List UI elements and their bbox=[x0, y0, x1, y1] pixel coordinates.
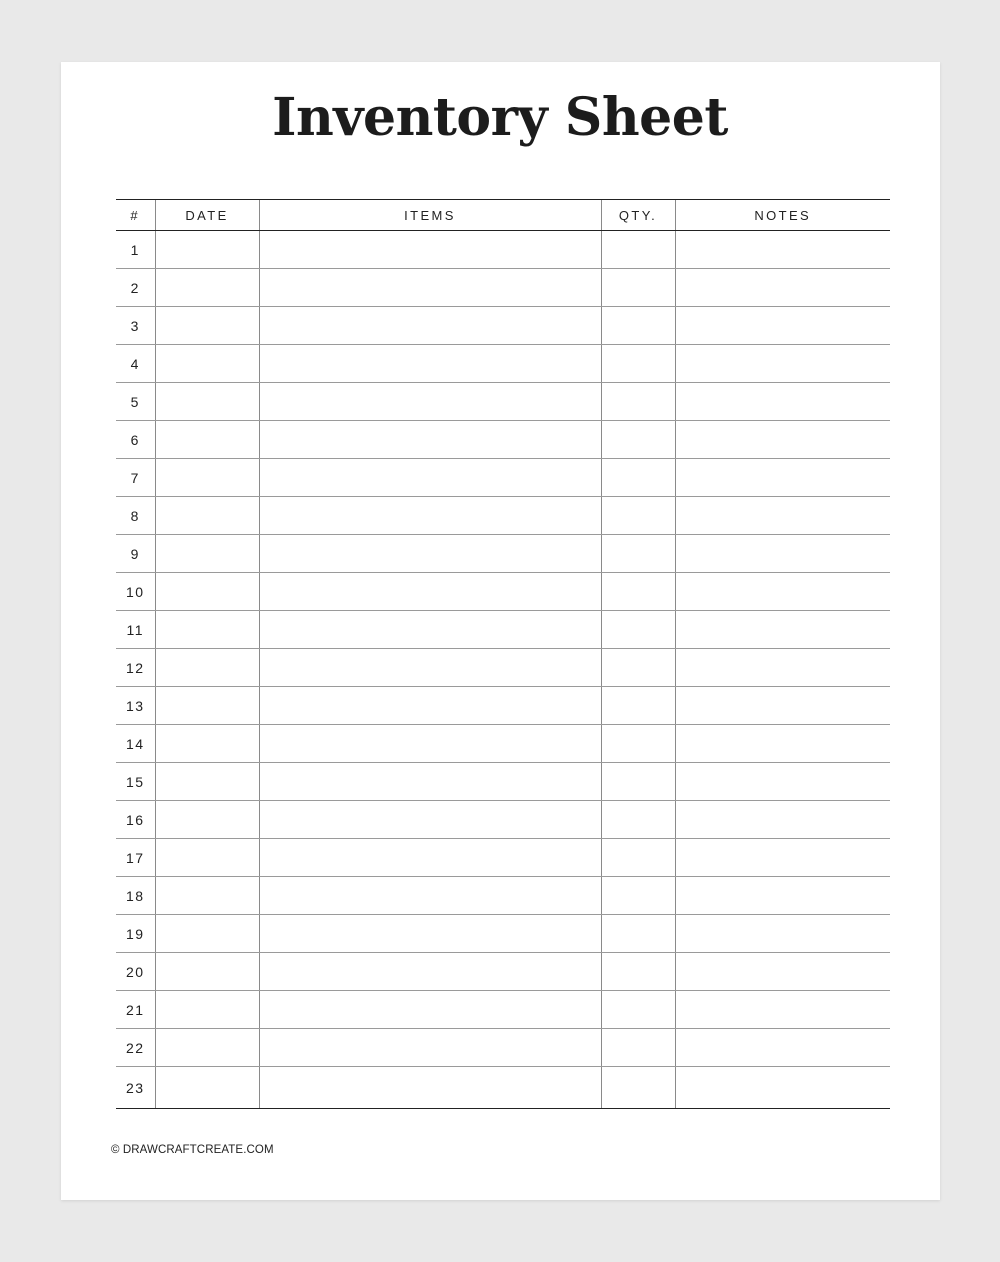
table-row bbox=[116, 573, 890, 611]
notes-cell[interactable] bbox=[675, 839, 890, 877]
date-cell[interactable] bbox=[155, 1029, 259, 1067]
table-row bbox=[116, 383, 890, 421]
qty-cell[interactable] bbox=[601, 345, 675, 383]
table-row bbox=[116, 649, 890, 687]
qty-cell[interactable] bbox=[601, 1067, 675, 1109]
qty-cell[interactable] bbox=[601, 573, 675, 611]
row-number: 16 bbox=[116, 801, 155, 839]
qty-cell[interactable] bbox=[601, 763, 675, 801]
qty-cell[interactable] bbox=[601, 535, 675, 573]
table-row bbox=[116, 877, 890, 915]
notes-cell[interactable] bbox=[675, 383, 890, 421]
row-number: 9 bbox=[116, 535, 155, 573]
date-cell[interactable] bbox=[155, 877, 259, 915]
date-cell[interactable] bbox=[155, 763, 259, 801]
table-row bbox=[116, 345, 890, 383]
items-cell[interactable] bbox=[259, 839, 601, 877]
notes-cell[interactable] bbox=[675, 611, 890, 649]
date-cell[interactable] bbox=[155, 497, 259, 535]
items-cell[interactable] bbox=[259, 725, 601, 763]
date-cell[interactable] bbox=[155, 725, 259, 763]
date-cell[interactable] bbox=[155, 383, 259, 421]
row-number: 21 bbox=[116, 991, 155, 1029]
row-number: 7 bbox=[116, 459, 155, 497]
date-cell[interactable] bbox=[155, 573, 259, 611]
table-row bbox=[116, 1067, 890, 1109]
notes-cell[interactable] bbox=[675, 1029, 890, 1067]
row-number: 5 bbox=[116, 383, 155, 421]
table-row bbox=[116, 991, 890, 1029]
date-cell[interactable] bbox=[155, 535, 259, 573]
date-cell[interactable] bbox=[155, 345, 259, 383]
row-number: 14 bbox=[116, 725, 155, 763]
items-cell[interactable] bbox=[259, 459, 601, 497]
table-row bbox=[116, 1029, 890, 1067]
notes-cell[interactable] bbox=[675, 307, 890, 345]
table-row bbox=[116, 687, 890, 725]
notes-cell[interactable] bbox=[675, 1067, 890, 1109]
items-cell[interactable] bbox=[259, 877, 601, 915]
table-row bbox=[116, 269, 890, 307]
notes-cell[interactable] bbox=[675, 801, 890, 839]
notes-cell[interactable] bbox=[675, 345, 890, 383]
qty-cell[interactable] bbox=[601, 877, 675, 915]
header-row bbox=[116, 200, 890, 231]
notes-cell[interactable] bbox=[675, 649, 890, 687]
items-cell[interactable] bbox=[259, 915, 601, 953]
qty-cell[interactable] bbox=[601, 1029, 675, 1067]
qty-cell[interactable] bbox=[601, 383, 675, 421]
date-cell[interactable] bbox=[155, 421, 259, 459]
row-number: 3 bbox=[116, 307, 155, 345]
qty-cell[interactable] bbox=[601, 725, 675, 763]
inventory-table-container bbox=[116, 199, 890, 1109]
table-header bbox=[116, 200, 890, 231]
column-header-date: DATE bbox=[155, 200, 259, 231]
date-cell[interactable] bbox=[155, 269, 259, 307]
qty-cell[interactable] bbox=[601, 611, 675, 649]
items-cell[interactable] bbox=[259, 345, 601, 383]
qty-cell[interactable] bbox=[601, 649, 675, 687]
items-cell[interactable] bbox=[259, 535, 601, 573]
date-cell[interactable] bbox=[155, 649, 259, 687]
date-cell[interactable] bbox=[155, 307, 259, 345]
table-row bbox=[116, 611, 890, 649]
row-number: 22 bbox=[116, 1029, 155, 1067]
items-cell[interactable] bbox=[259, 1029, 601, 1067]
row-number: 17 bbox=[116, 839, 155, 877]
date-cell[interactable] bbox=[155, 611, 259, 649]
items-cell[interactable] bbox=[259, 1067, 601, 1109]
items-cell[interactable] bbox=[259, 801, 601, 839]
qty-cell[interactable] bbox=[601, 421, 675, 459]
table-row bbox=[116, 231, 890, 269]
qty-cell[interactable] bbox=[601, 953, 675, 991]
row-number: 18 bbox=[116, 877, 155, 915]
row-number: 8 bbox=[116, 497, 155, 535]
row-number: 20 bbox=[116, 953, 155, 991]
items-cell[interactable] bbox=[259, 383, 601, 421]
qty-cell[interactable] bbox=[601, 839, 675, 877]
table-row bbox=[116, 839, 890, 877]
notes-cell[interactable] bbox=[675, 269, 890, 307]
row-number: 15 bbox=[116, 763, 155, 801]
table-row bbox=[116, 915, 890, 953]
items-cell[interactable] bbox=[259, 953, 601, 991]
column-header-notes: NOTES bbox=[675, 200, 890, 231]
table-row bbox=[116, 763, 890, 801]
date-cell[interactable] bbox=[155, 231, 259, 269]
row-number: 6 bbox=[116, 421, 155, 459]
items-cell[interactable] bbox=[259, 421, 601, 459]
qty-cell[interactable] bbox=[601, 687, 675, 725]
table-row bbox=[116, 421, 890, 459]
items-cell[interactable] bbox=[259, 573, 601, 611]
items-cell[interactable] bbox=[259, 497, 601, 535]
table-row bbox=[116, 953, 890, 991]
qty-cell[interactable] bbox=[601, 231, 675, 269]
items-cell[interactable] bbox=[259, 269, 601, 307]
table-row bbox=[116, 725, 890, 763]
row-number: 19 bbox=[116, 915, 155, 953]
qty-cell[interactable] bbox=[601, 991, 675, 1029]
date-cell[interactable] bbox=[155, 1067, 259, 1109]
date-cell[interactable] bbox=[155, 801, 259, 839]
table-row bbox=[116, 535, 890, 573]
table-row bbox=[116, 497, 890, 535]
page-title: Inventory Sheet bbox=[272, 87, 728, 148]
notes-cell[interactable] bbox=[675, 231, 890, 269]
notes-cell[interactable] bbox=[675, 421, 890, 459]
row-number: 2 bbox=[116, 269, 155, 307]
notes-cell[interactable] bbox=[675, 725, 890, 763]
items-cell[interactable] bbox=[259, 687, 601, 725]
notes-cell[interactable] bbox=[675, 915, 890, 953]
row-number: 13 bbox=[116, 687, 155, 725]
items-cell[interactable] bbox=[259, 611, 601, 649]
notes-cell[interactable] bbox=[675, 497, 890, 535]
items-cell[interactable] bbox=[259, 649, 601, 687]
items-cell[interactable] bbox=[259, 763, 601, 801]
date-cell[interactable] bbox=[155, 839, 259, 877]
row-number: 1 bbox=[116, 231, 155, 269]
row-number: 23 bbox=[116, 1067, 155, 1109]
qty-cell[interactable] bbox=[601, 269, 675, 307]
notes-cell[interactable] bbox=[675, 953, 890, 991]
row-number: 10 bbox=[116, 573, 155, 611]
date-cell[interactable] bbox=[155, 459, 259, 497]
column-header-qty: QTY. bbox=[601, 200, 675, 231]
table-row bbox=[116, 801, 890, 839]
date-cell[interactable] bbox=[155, 991, 259, 1029]
qty-cell[interactable] bbox=[601, 307, 675, 345]
copyright-footer: © DRAWCRAFTCREATE.COM bbox=[111, 1144, 274, 1156]
notes-cell[interactable] bbox=[675, 573, 890, 611]
notes-cell[interactable] bbox=[675, 459, 890, 497]
column-header-items: ITEMS bbox=[259, 200, 601, 231]
date-cell[interactable] bbox=[155, 953, 259, 991]
qty-cell[interactable] bbox=[601, 497, 675, 535]
table-body bbox=[116, 231, 890, 1109]
row-number: 4 bbox=[116, 345, 155, 383]
qty-cell[interactable] bbox=[601, 459, 675, 497]
notes-cell[interactable] bbox=[675, 763, 890, 801]
items-cell[interactable] bbox=[259, 991, 601, 1029]
qty-cell[interactable] bbox=[601, 915, 675, 953]
notes-cell[interactable] bbox=[675, 687, 890, 725]
column-header-number: # bbox=[116, 200, 155, 231]
notes-cell[interactable] bbox=[675, 877, 890, 915]
table-row bbox=[116, 459, 890, 497]
row-number: 12 bbox=[116, 649, 155, 687]
qty-cell[interactable] bbox=[601, 801, 675, 839]
date-cell[interactable] bbox=[155, 687, 259, 725]
table-row bbox=[116, 307, 890, 345]
inventory-table bbox=[116, 199, 890, 1109]
date-cell[interactable] bbox=[155, 915, 259, 953]
notes-cell[interactable] bbox=[675, 535, 890, 573]
items-cell[interactable] bbox=[259, 307, 601, 345]
items-cell[interactable] bbox=[259, 231, 601, 269]
notes-cell[interactable] bbox=[675, 991, 890, 1029]
row-number: 11 bbox=[116, 611, 155, 649]
